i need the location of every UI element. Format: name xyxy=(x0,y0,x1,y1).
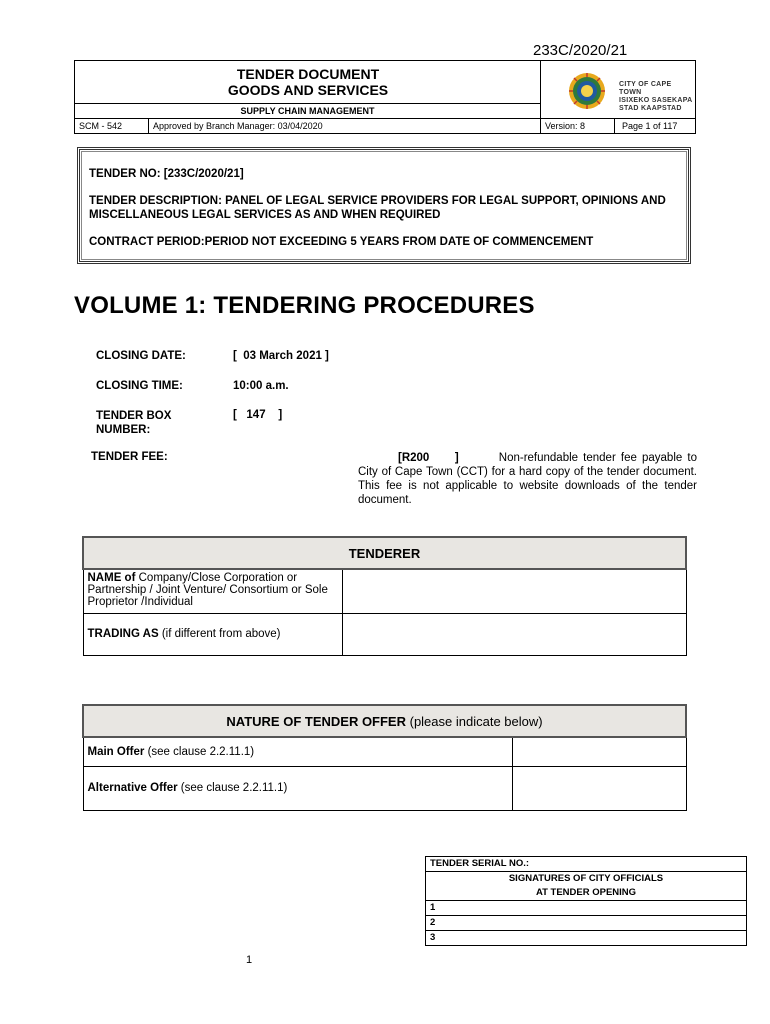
contract-period: CONTRACT PERIOD:PERIOD NOT EXCEEDING 5 YEARS FROM DATE OF COMMENCEMENT xyxy=(89,236,594,248)
city-logo xyxy=(541,61,695,118)
approval-note: Approved by Branch Manager: 03/04/2020 xyxy=(149,119,541,134)
name-label-text: Company/Close Corporation or Partnership / Joint Venture/ Consortium or Sole Proprietor /Individual xyxy=(87,572,328,608)
signatures-heading-line2: AT TENDER OPENING xyxy=(535,887,637,898)
alternative-offer-text: (see clause 2.2.11.1) xyxy=(177,782,288,794)
trading-as-text: (if different from above) xyxy=(158,628,281,640)
signatures-heading xyxy=(426,872,747,901)
signature-row-2[interactable]: 2 xyxy=(426,916,747,931)
closing-date-label: CLOSING DATE: xyxy=(96,350,186,362)
closing-time-value: 10:00 a.m. xyxy=(233,380,289,392)
main-offer-input-cell[interactable] xyxy=(512,737,686,766)
document-header xyxy=(74,60,696,134)
tender-box-label: TENDER BOX NUMBER: xyxy=(96,410,172,436)
tender-fee-label: TENDER FEE: xyxy=(91,451,168,463)
signatures-heading-line1: SIGNATURES OF CITY OFFICIALS xyxy=(508,873,664,884)
header-title-cell xyxy=(75,61,541,103)
header-meta-row xyxy=(75,118,695,134)
version-label: Version: 8 xyxy=(541,119,615,134)
tender-fee-block xyxy=(358,451,697,507)
logo-line: STAD KAAPSTAD xyxy=(619,105,682,112)
tender-serial-table xyxy=(425,856,747,946)
offer-heading-text: (please indicate below) xyxy=(406,713,543,729)
volume-title: VOLUME 1: TENDERING PROCEDURES xyxy=(74,292,535,319)
trading-as-bold: TRADING AS xyxy=(87,628,159,640)
alternative-offer-input-cell[interactable] xyxy=(512,766,686,810)
header-title-line2: GOODS AND SERVICES xyxy=(227,82,389,98)
alternative-offer-label-cell xyxy=(83,766,512,810)
city-emblem-icon xyxy=(567,71,607,111)
name-input-cell[interactable] xyxy=(342,569,686,613)
tender-fee-amount: [R200 ] xyxy=(398,452,459,464)
name-label-bold: NAME of xyxy=(87,572,136,584)
tender-box-value: [ 147 ] xyxy=(233,409,283,421)
closing-date-value: [ 03 March 2021 ] xyxy=(233,350,329,362)
logo-line: ISIXEKO SASEKAPA xyxy=(619,97,693,104)
main-offer-text: (see clause 2.2.11.1) xyxy=(144,745,255,758)
signature-row-1[interactable]: 1 xyxy=(426,901,747,916)
logo-line: CITY OF CAPE TOWN xyxy=(619,81,672,96)
alternative-offer-bold: Alternative Offer xyxy=(87,782,178,794)
tender-fee-text: Non-refundable tender fee payable to City of Cape Town (CCT) for a hard copy of the tender document. This fee is not applicable to website downloads of the tender document. xyxy=(358,452,697,506)
document-reference: 233C/2020/21 xyxy=(533,42,628,59)
header-subtitle: SUPPLY CHAIN MANAGEMENT xyxy=(75,103,541,118)
main-offer-label-cell xyxy=(83,737,512,766)
closing-time-label: CLOSING TIME: xyxy=(96,380,183,392)
page-number: 1 xyxy=(246,954,253,966)
main-offer-bold: Main Offer xyxy=(87,745,145,758)
city-logo-text xyxy=(619,81,695,113)
tender-description: TENDER DESCRIPTION: PANEL OF LEGAL SERVICE PROVIDERS FOR LEGAL SUPPORT, OPINIONS AND MISCELLANEOUS LEGAL SERVICES AS AND WHEN REQUIRED xyxy=(89,195,666,221)
trading-as-input-cell[interactable] xyxy=(342,613,686,655)
tender-number: TENDER NO: [233C/2020/21] xyxy=(89,168,244,180)
trading-as-label-cell xyxy=(83,613,342,655)
signature-row-3[interactable]: 3 xyxy=(426,931,747,946)
page-count: Page 1 of 117 xyxy=(622,121,678,131)
name-label-cell xyxy=(83,569,342,613)
offer-heading xyxy=(83,705,686,737)
tenderer-table xyxy=(82,536,687,656)
offer-heading-bold: NATURE OF TENDER OFFER xyxy=(226,713,406,729)
tender-summary-box xyxy=(77,147,691,264)
tender-offer-table xyxy=(82,704,687,811)
header-title-line1: TENDER DOCUMENT xyxy=(236,66,380,82)
tenderer-heading: TENDERER xyxy=(83,537,686,569)
serial-number-cell[interactable]: TENDER SERIAL NO.: xyxy=(426,857,747,872)
scm-code: SCM - 542 xyxy=(75,119,149,134)
